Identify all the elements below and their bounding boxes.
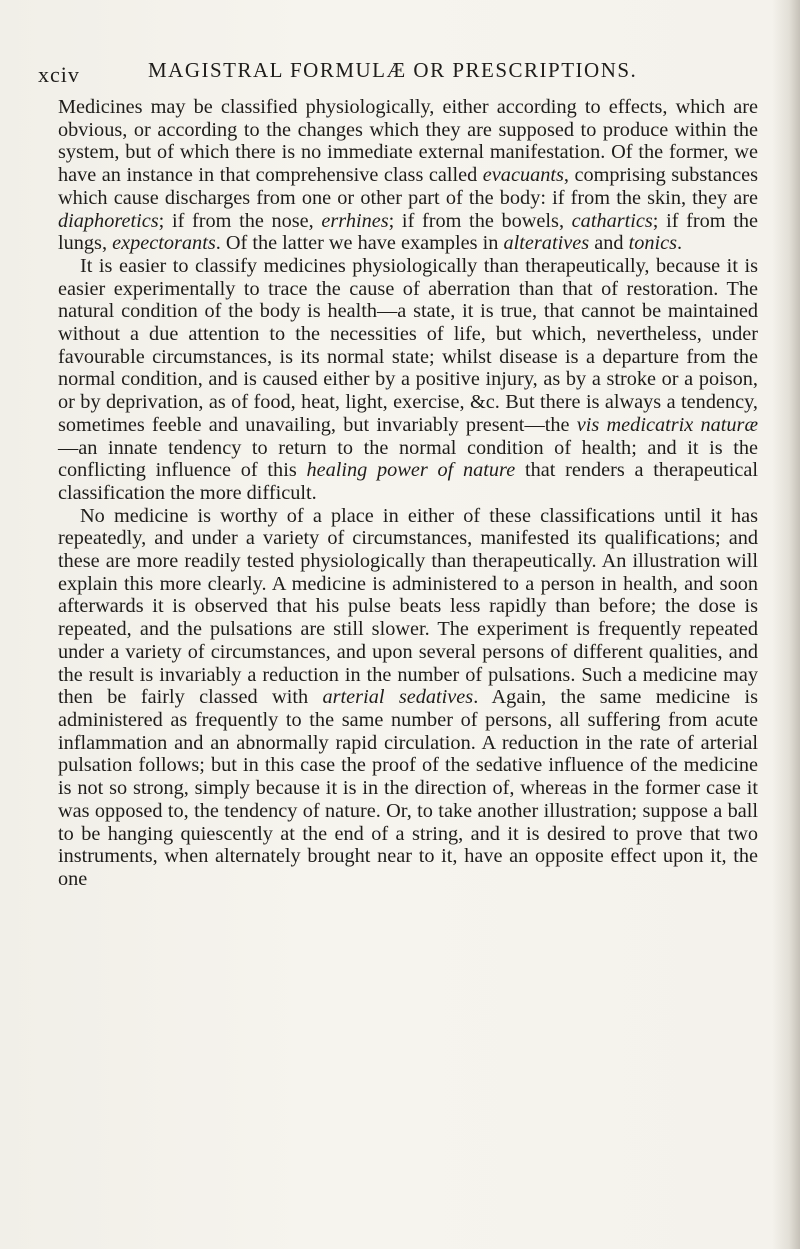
running-head: MAGISTRAL FORMULÆ OR PRESCRIPTIONS. [148, 58, 638, 82]
italic-term: arterial sedatives [322, 686, 474, 709]
body-text [58, 96, 758, 891]
italic-term: tonics [628, 232, 678, 255]
italic-term: evacuants [482, 164, 564, 187]
italic-term: alteratives [503, 232, 590, 255]
page-edge-shadow [772, 0, 800, 1249]
italic-term: expectorants [112, 232, 216, 255]
italic-term: vis medicatrix naturæ [576, 413, 758, 436]
italic-term: healing power of nature [306, 459, 516, 482]
italic-term: cathartics [571, 209, 653, 232]
paragraph-therapeutic-difficulty: It is easier to classify medicines physiologically than therapeutically, because it is easier experimentally to trace the cause of aberration than that of restoration. The natural condition of the body is health—a state, it is true, that cannot be maintained without a due attention to the necessities of life, but which, nevertheless, under favourable circumstances, is its normal state; whilst disease is a departure from the normal condition, and is caused either by a positive injury, as by a stroke or a poison, or by deprivation, as of food, heat, light, exercise, &c. But there is always a tendency, sometimes feeble and unavailing, but invariably present—the vis medicatrix naturæ—an innate tendency to return to the normal condition of health; and it is the conflicting influence of this healing power of nature that renders a therapeutical classification the more difficult. [58, 254, 758, 504]
page-header [38, 54, 758, 87]
page-number: xciv [38, 62, 80, 87]
paragraph-classification: Medicines may be classified physiologically, either according to effects, which are obvious, or according to the changes which they are supposed to produce within the system, but of which there is no immediate external manifestation. Of the former, we have an instance in that comprehensive class called evacuants, comprising substances which cause discharges from one or other part of the body: if from the skin, they are diaphoretics; if from the nose, errhines; if from the bowels, cathartics; if from the lungs, expectorants. Of the latter we have examples in alteratives and tonics. [58, 96, 759, 255]
italic-term: errhines [321, 209, 389, 232]
italic-term: diaphoretics [58, 209, 159, 232]
paragraph-illustration: No medicine is worthy of a place in either of these classifications until it has repeatedly, and under a variety of circumstances, manifested its qualifications; and these are more readily tested physiologically than therapeutically. An illustration will explain this more clearly. A medicine is administered to a person in health, and soon afterwards it is observed that his pulse beats less rapidly than before; the dose is repeated, and the pulsations are still slower. The experiment is frequently repeated under a variety of circumstances, and upon several persons of different qualities, and the result is invariably a reduction in the number of pulsations. Such a medicine may then be fairly classed with arterial sedatives. Again, the same medicine is administered as frequently to the same number of persons, all suffering from acute inflammation and an abnormally rapid circulation. A reduction in the rate of arterial pulsation follows; but in this case the proof of the sedative influence of the medicine is not so strong, simply because it is in the direction of, whereas in the former case it was opposed to, the tendency of nature. Or, to take another illustration; suppose a ball to be hanging quiescently at the end of a string, and it is desired to prove that two instruments, when alternately brought near to it, have an opposite effect upon it, the one [58, 504, 758, 890]
